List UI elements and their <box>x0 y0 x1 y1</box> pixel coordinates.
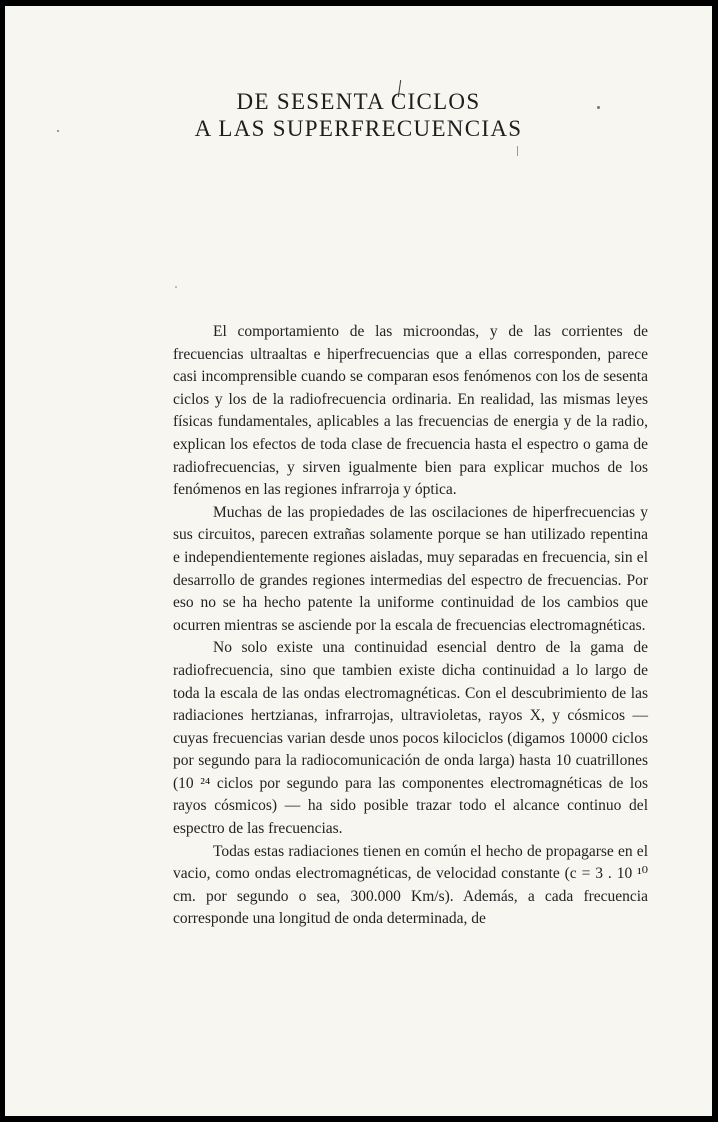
title-line-1: DE SESENTA CICLOS <box>236 89 481 114</box>
page-title <box>5 88 712 142</box>
paper-speck <box>517 146 518 156</box>
title-line-2: A LAS SUPERFRECUENCIAS <box>194 116 523 141</box>
paragraph-3: No solo existe una continuidad esencial dentro de la gama de radiofrecuencia, sino que tambien existe dicha continuidad a lo largo de toda la escala de las ondas electromagnéticas. Con el descubrimiento de las radiaciones hertzianas, infrarrojas, ultravioletas, rayos X, y cósmicos — cuyas frecuencias varian desde unos pocos kilociclos (digamos 10000 ciclos por segundo para la radiocomunicación de onda larga) hasta 10 cuatrillones (10 ²⁴ ciclos por segundo para las componentes electromagnéticas de los rayos cósmicos) — ha sido posible trazar todo el alcance continuo del espectro de las frecuencias. <box>173 639 648 838</box>
paragraph-1: El comportamiento de las microondas, y de las corrientes de frecuencias ultraaltas e hiperfrecuencias que a ellas corresponden, parece casi incomprensible cuando se comparan esos fenómenos con los de sesenta ciclos y los de la radiofrecuencia ordinaria. En realidad, las mismas leyes físicas fundamentales, aplicables a las frecuencias de energia y de la radio, explican los efectos de toda clase de frecuencia hasta el espectro o gama de radiofrecuencias, y sirven igualmente bien para explicar muchos de los fenómenos en las regiones infrarroja y óptica. <box>173 323 648 499</box>
document-page <box>5 6 712 1116</box>
paper-speck <box>57 130 59 132</box>
paper-speck <box>175 286 177 288</box>
paragraph-2: Muchas de las propiedades de las oscilaciones de hiperfrecuencias y sus circuitos, parecen extrañas solamente porque se han utilizado repentina e independientemente regiones aisladas, muy separadas en frecuencia, sin el desarrollo de grandes regiones intermedias del espectro de frecuencias. Por eso no se ha hecho patente la uniforme continuidad de los cambios que ocurren mientras se asciende por la escala de frecuencias electromagnéticas. <box>173 503 648 634</box>
paper-speck <box>597 106 600 109</box>
body-text <box>173 321 648 931</box>
paragraph-4: Todas estas radiaciones tienen en común el hecho de propagarse en el vacio, como ondas electromagnéticas, de velocidad constante (c = 3 . 10 ¹⁰ cm. por segundo o sea, 300.000 Km/s). Además, a cada frecuencia corresponde una longitud de onda determinada, de <box>173 842 648 928</box>
